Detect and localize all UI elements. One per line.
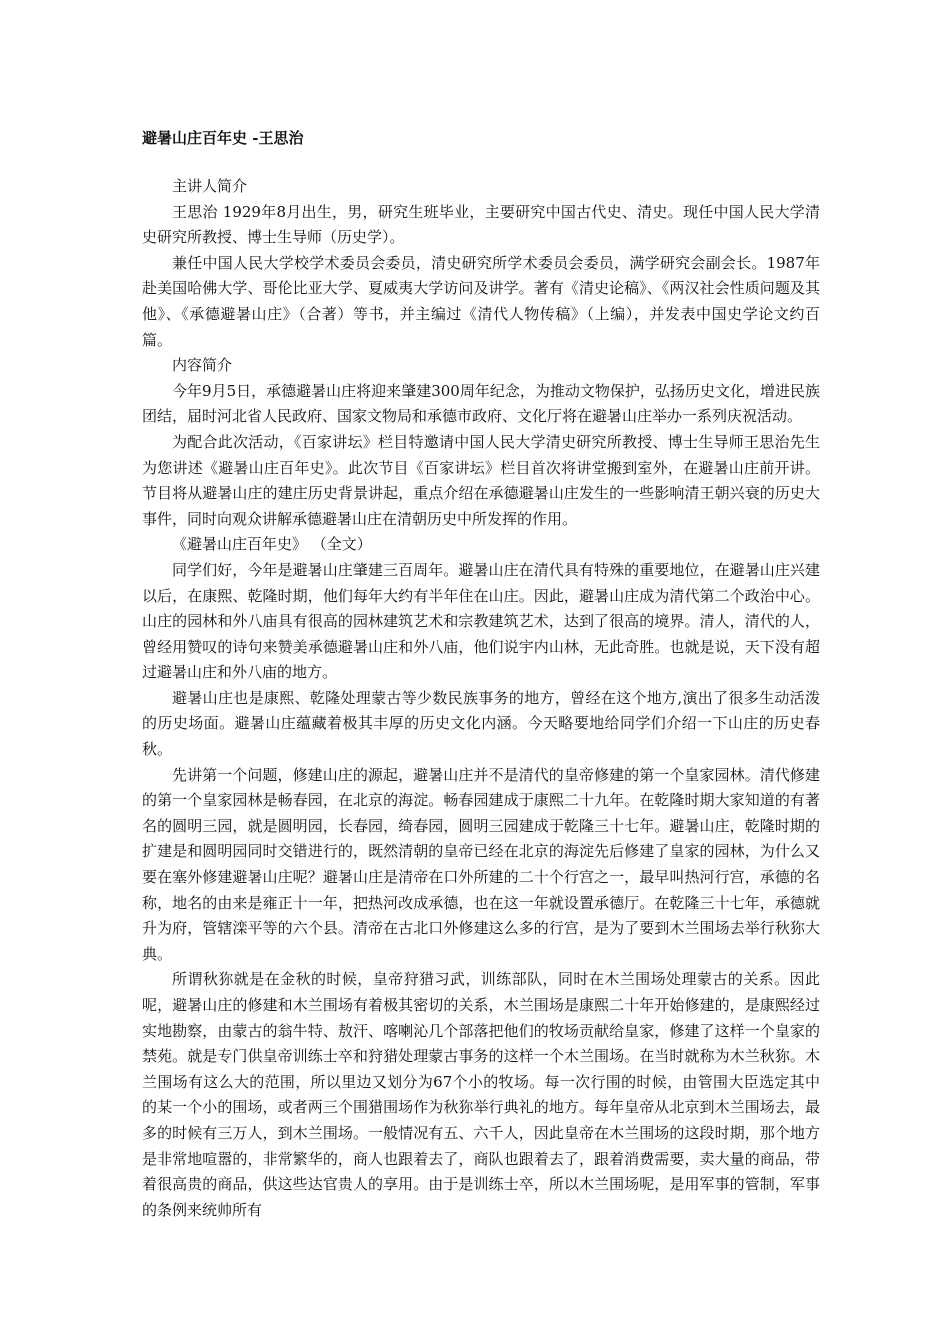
content-heading: 内容简介: [172, 356, 233, 375]
text-paragraph-2: 避暑山庄也是康熙、乾隆处理蒙古等少数民族事务的地方，曾经在这个地方,演出了很多生动活泼的历史场面。避暑山庄蕴藏着极其丰厚的历史文化内涵。今天略要地给同学们介绍一下山庄的历史春秋。: [142, 688, 820, 759]
speaker-paragraph-1: 王思治 1929年8月出生，男，研究生班毕业，主要研究中国古代史、清史。现任中国人民大学清史研究所教授、博士生导师（历史学）。: [142, 202, 820, 247]
fulltext-heading: 《避暑山庄百年史》 （全文）: [172, 535, 372, 554]
speaker-heading: 主讲人简介: [172, 177, 248, 195]
text-paragraph-4: 所谓秋狝就是在金秋的时候，皇帝狩猎习武，训练部队，同时在木兰围场处理蒙古的关系。因此呢，避暑山庄的修建和木兰围场有着极其密切的关系，木兰围场是康熙二十年开始修建的，是康熙经过实地勘察，由蒙古的翁牛特、敖汗、喀喇沁几个部落把他们的牧场贡献给皇家，修建了这样一个皇家的禁苑。就是专门供皇帝训练士卒和狩猎处理蒙古事务的这样一个木兰围场。在当时就称为木兰秋狝。木兰围场有这么大的范围，所以里边又划分为67个小的牧场。每一次行围的时候，由管围大臣选定其中的某一个小的围场，或者两三个围猎围场作为秋狝举行典礼的地方。每年皇帝从北京到木兰围场去，最多的时候有三万人，到木兰围场。一般情况有五、六千人，因此皇帝在木兰围场的这段时期，那个地方是非常地喧嚣的，非常繁华的，商人也跟着去了，商队也跟着去了，跟着消费需要，卖大量的商品，带着很高贵的商品，供这些达官贵人的享用。由于是训练士卒，所以木兰围场呢，是用军事的管制，军事的条例来统帅所有: [142, 970, 820, 1219]
speaker-paragraph-2: 兼任中国人民大学校学术委员会委员，清史研究所学术委员会委员，满学研究会副会长。1987年赴美国哈佛大学、哥伦比亚大学、夏威夷大学访问及讲学。著有《清史论稿》、《两汉社会性质问题及其他》、《承德避暑山庄》（合著）等书，并主编过《清代人物传稿》（上编），并发表中国史学论文约百篇。: [142, 253, 820, 349]
text-paragraph-1: 同学们好，今年是避暑山庄肇建三百周年。避暑山庄在清代具有特殊的重要地位，在避暑山庄兴建以后，在康熙、乾隆时期，他们每年大约有半年住在山庄。因此，避暑山庄成为清代第二个政治中心。山庄的园林和外八庙具有很高的园林建筑艺术和宗教建筑艺术，达到了很高的境界。清人，清代的人，曾经用赞叹的诗句来赞美承德避暑山庄和外八庙，他们说宇内山林，无此奇胜。也就是说，天下没有超过避暑山庄和外八庙的地方。: [142, 560, 820, 682]
document-body: [142, 174, 820, 1223]
text-paragraph-3: 先讲第一个问题，修建山庄的源起，避暑山庄并不是清代的皇帝修建的第一个皇家园林。清代修建的第一个皇家园林是畅春园，在北京的海淀。畅春园建成于康熙二十九年。在乾隆时期大家知道的有著名的圆明三园，就是圆明园，长春园，绮春园，圆明三园建成于乾隆三十七年。避暑山庄，乾隆时期的扩建是和圆明园同时交错进行的，既然清朝的皇帝已经在北京的海淀先后修建了皇家的园林，为什么又要在塞外修建避暑山庄呢？避暑山庄是清帝在口外所建的二十个行宫之一，最早叫热河行宫，承德的名称，地名的由来是雍正十一年，把热河改成承德，也在这一年就设置承德厅。在乾隆三十七年，承德就升为府，管辖滦平等的六个县。清帝在古北口外修建这么多的行宫，是为了要到木兰围场去举行秋狝大典。: [142, 765, 820, 963]
document-title: 避暑山庄百年史 -王思治: [142, 129, 304, 147]
content-paragraph-1: 今年9月5日，承德避暑山庄将迎来肇建300周年纪念，为推动文物保护，弘扬历史文化，增进民族团结，届时河北省人民政府、国家文物局和承德市政府、文化厅将在避暑山庄举办一系列庆祝活动。: [142, 381, 820, 426]
content-paragraph-2: 为配合此次活动，《百家讲坛》栏目特邀请中国人民大学清史研究所教授、博士生导师王思治先生为您讲述《避暑山庄百年史》。此次节目《百家讲坛》栏目首次将讲堂搬到室外，在避暑山庄前开讲。节目将从避暑山庄的建庄历史背景讲起，重点介绍在承德避暑山庄发生的一些影响清王朝兴衰的历史大事件，同时向观众讲解承德避暑山庄在清朝历史中所发挥的作用。: [142, 432, 820, 528]
